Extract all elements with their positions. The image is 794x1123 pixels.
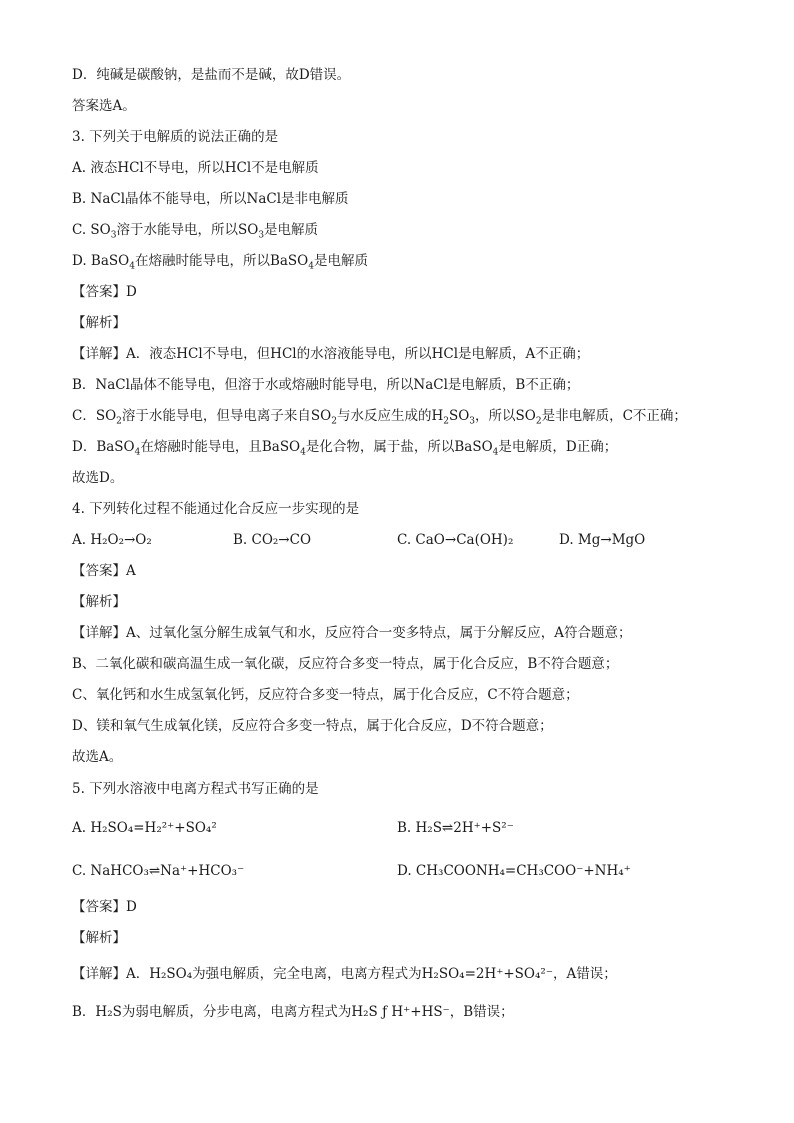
q3-detail-a: 【详解】A．液态HCl不导电，但HCl的水溶液能导电，所以HCl是电解质，A不正确； [72,346,590,362]
q2-answer-choice: 答案选A。 [72,98,136,114]
q3-detail-b: B．NaCl晶体不能导电，但溶于水或熔融时能导电，所以NaCl是电解质，B不正确； [72,377,580,393]
q5-analysis-heading: 【解析】 [72,930,126,946]
q3-option-b: B. NaCl晶体不能导电，所以NaCl是非电解质 [72,191,349,207]
q3-option-c: C. $SO_3$溶于水能导电，所以$SO_3$是电解质 [72,222,319,241]
q4-conclusion: 故选A。 [72,749,123,765]
q2-option-d-explanation: D．纯碱是碳酸钠，是盐而不是碱，故D错误。 [72,67,351,83]
q4-analysis-heading: 【解析】 [72,594,126,610]
q5-answer: 【答案】D [72,899,137,915]
q5-option-b: B. H₂S⇌2H⁺+S²⁻ [397,820,514,836]
q3-answer: 【答案】D [72,284,137,300]
q3-detail-c: C．$SO_2$溶于水能导电，但导电离子来自$SO_2$与水反应生成的$H_2SO_3$，所以$SO_2$是非电解质，C不正确； [72,408,687,427]
q4-detail-a: 【详解】A、过氧化氢分解生成氧气和水，反应符合一变多特点，属于分解反应，A符合题意； [72,625,632,641]
q3-stem: 3. 下列关于电解质的说法正确的是 [72,129,279,145]
q5-stem: 5. 下列水溶液中电离方程式书写正确的是 [72,781,319,797]
q4-detail-b: B、二氧化碳和碳高温生成一氧化碳，反应符合多变一特点，属于化合反应，B不符合题意； [72,656,619,672]
q3-option-d: D. BaSO$_4$在熔融时能导电，所以BaSO$_4$是电解质 [72,253,368,272]
q5-option-d: D. CH₃COONH₄=CH₃COO⁻+NH₄⁺ [397,863,631,879]
q3-option-a: A. 液态HCl不导电，所以HCl不是电解质 [72,160,319,176]
q4-stem: 4. 下列转化过程不能通过化合反应一步实现的是 [72,501,360,517]
q3-detail-d: D．BaSO$_4$在熔融时能导电，且BaSO$_4$是化合物，属于盐，所以BaSO$_4$是电解质，D正确； [72,439,618,458]
q4-option-c: C. CaO→Ca(OH)₂ [397,532,514,548]
q4-detail-d: D、镁和氧气生成氧化镁，反应符合多变一特点，属于化合反应，D不符合题意； [72,718,553,734]
q5-detail-b: B．H₂S为弱电解质，分步电离，电离方程式为H₂S ƒ H⁺+HS⁻，B错误； [72,1004,514,1020]
q3-analysis-heading: 【解析】 [72,315,126,331]
q4-option-d: D. Mg→MgO [559,532,646,548]
q4-answer: 【答案】A [72,563,136,579]
q4-detail-c: C、氧化钙和水生成氢氧化钙，反应符合多变一特点，属于化合反应，C不符合题意； [72,687,579,703]
q4-option-b: B. CO₂→CO [233,532,312,548]
q3-conclusion: 故选D。 [72,470,124,486]
q5-option-a: A. H₂SO₄=H₂²⁺+SO₄² [72,820,217,836]
q5-option-c: C. NaHCO₃⇌Na⁺+HCO₃⁻ [72,863,245,879]
q4-option-a: A. H₂O₂→O₂ [72,532,152,548]
q5-detail-a: 【详解】A．H₂SO₄为强电解质，完全电离，电离方程式为H₂SO₄=2H⁺+SO₄²⁻，A错误； [72,966,617,982]
